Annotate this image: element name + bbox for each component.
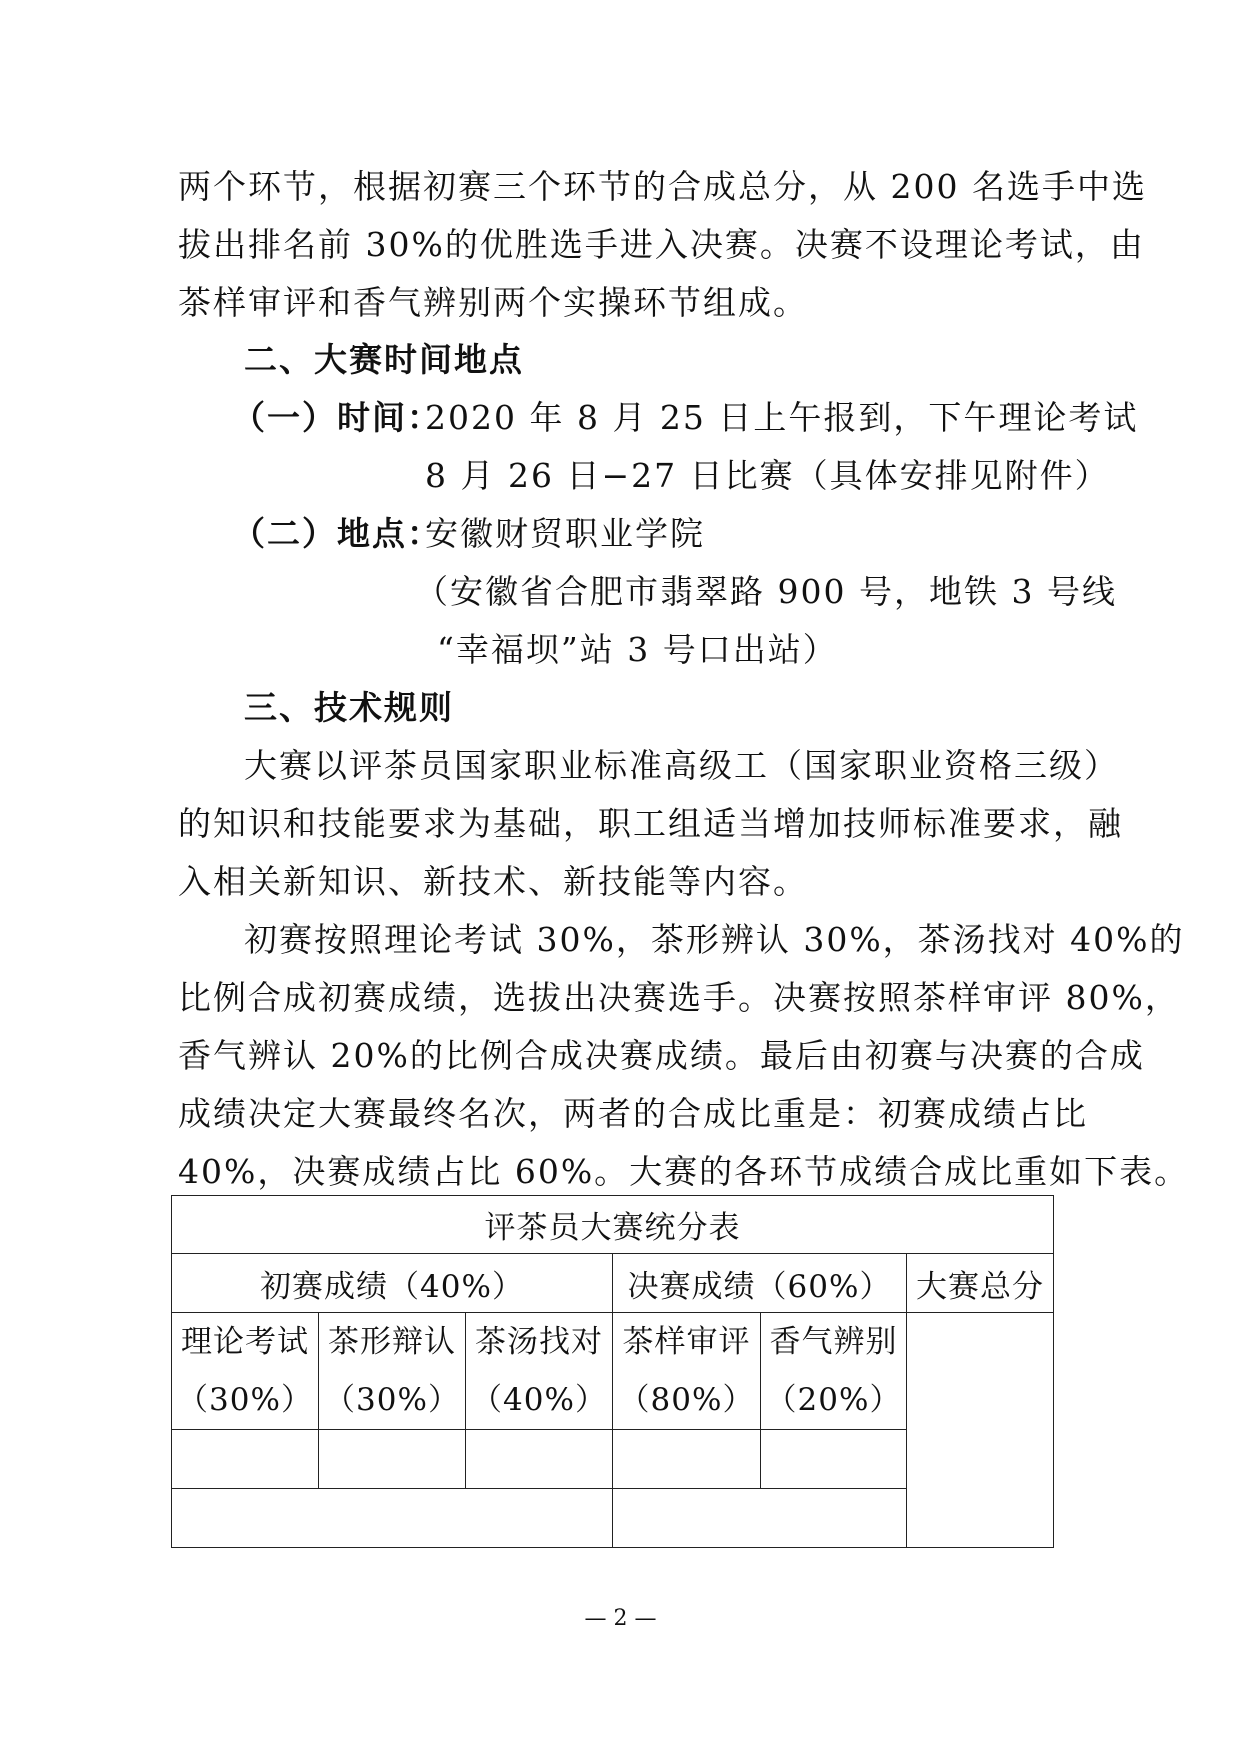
column-header — [466, 1313, 613, 1430]
column-weight: （80%） — [618, 1382, 755, 1418]
section-heading: 二、大赛时间地点 — [244, 340, 524, 379]
column-name: 香气辨别 — [769, 1324, 898, 1360]
final-score-cell — [613, 1489, 907, 1548]
table-title: 评茶员大赛统分表 — [172, 1196, 1054, 1254]
score-cell — [466, 1430, 613, 1489]
paragraph-line: 比例合成初赛成绩，选拔出决赛选手。决赛按照茶样审评 80%， — [178, 978, 1180, 1017]
preliminary-header: 初赛成绩（40%） — [172, 1254, 613, 1313]
column-weight: （30%） — [324, 1382, 460, 1418]
paragraph-line: 入相关新知识、新技术、新技能等内容。 — [178, 862, 808, 901]
paragraph-line: 40%，决赛成绩占比 60%。大赛的各环节成绩合成比重如下表。 — [178, 1152, 1190, 1191]
column-weight: （40%） — [471, 1382, 607, 1418]
time-detail: 8 月 26 日−27 日比赛（具体安排见附件） — [425, 456, 1110, 495]
score-cell — [613, 1430, 761, 1489]
preliminary-score-cell — [172, 1489, 613, 1548]
column-weight: （30%） — [177, 1382, 313, 1418]
total-header: 大赛总分 — [907, 1254, 1054, 1313]
score-cell — [172, 1430, 319, 1489]
paragraph-line: 初赛按照理论考试 30%，茶形辨认 30%，茶汤找对 40%的 — [244, 920, 1185, 959]
column-name: 茶汤找对 — [475, 1324, 603, 1360]
time-label: （一）时间： — [232, 398, 442, 437]
place-detail: “幸福坝”站 3 号口出站） — [437, 630, 838, 669]
final-header: 决赛成绩（60%） — [613, 1254, 907, 1313]
place-detail: （安徽省合肥市翡翠路 900 号，地铁 3 号线 — [415, 572, 1117, 611]
place-detail: 安徽财贸职业学院 — [425, 514, 705, 553]
column-name: 茶样审评 — [622, 1324, 751, 1360]
section-heading: 三、技术规则 — [244, 688, 454, 727]
column-header — [172, 1313, 319, 1430]
time-detail: 2020 年 8 月 25 日上午报到，下午理论考试 — [425, 398, 1139, 437]
column-header — [319, 1313, 466, 1430]
column-header — [613, 1313, 761, 1430]
page-number: — 2 — — [584, 1606, 657, 1631]
column-weight: （20%） — [765, 1382, 902, 1418]
score-cell — [761, 1430, 907, 1489]
score-cell — [319, 1430, 466, 1489]
paragraph-line: 茶样审评和香气辨别两个实操环节组成。 — [178, 283, 808, 322]
column-header — [761, 1313, 907, 1430]
paragraph-line: 两个环节，根据初赛三个环节的合成总分，从 200 名选手中选 — [178, 167, 1147, 206]
paragraph-line: 香气辨认 20%的比例合成决赛成绩。最后由初赛与决赛的合成 — [178, 1036, 1145, 1075]
score-table — [171, 1195, 1054, 1548]
paragraph-line: 的知识和技能要求为基础，职工组适当增加技师标准要求，融 — [178, 804, 1123, 843]
column-name: 茶形辩认 — [328, 1324, 456, 1360]
column-name: 理论考试 — [181, 1324, 309, 1360]
paragraph-line: 成绩决定大赛最终名次，两者的合成比重是：初赛成绩占比 — [178, 1094, 1088, 1133]
paragraph-line: 大赛以评茶员国家职业标准高级工（国家职业资格三级） — [244, 746, 1119, 785]
place-label: （二）地点： — [232, 514, 442, 553]
total-score-cell — [907, 1313, 1054, 1548]
paragraph-line: 拔出排名前 30%的优胜选手进入决赛。决赛不设理论考试，由 — [178, 225, 1145, 264]
